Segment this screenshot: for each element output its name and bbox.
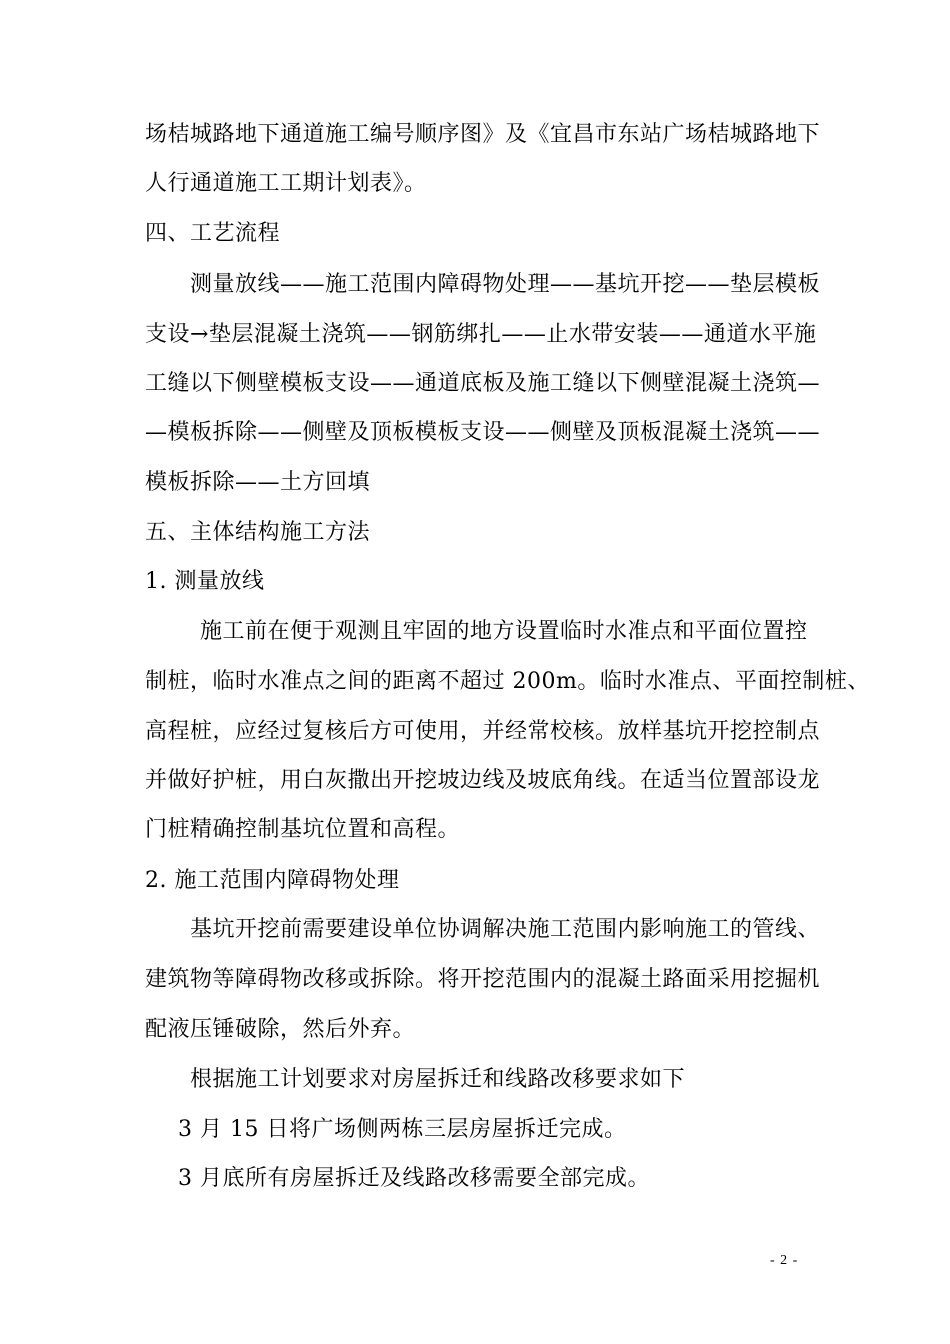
survey-line-3: 高程桩，应经过复核后方可使用，并经常校核。放样基坑开挖控制点: [145, 719, 821, 744]
subheading-obstacles: 2. 施工范围内障碍物处理: [145, 868, 400, 893]
paragraph-line-1: 场桔城路地下通道施工编号顺序图》及《宜昌市东站广场桔城路地下: [145, 122, 821, 147]
survey-line-4: 并做好护桩，用白灰撒出开挖坡边线及坡底角线。在适当位置部设龙: [145, 768, 821, 793]
section-heading-method: 五、主体结构施工方法: [145, 520, 371, 545]
process-line-2: 支设→垫层混凝土浇筑——钢筋绑扎——止水带安装——通道水平施: [145, 322, 817, 347]
survey-line-1: 施工前在便于观测且牢固的地方设置临时水准点和平面位置控: [200, 619, 808, 644]
schedule-line-1: 3 月 15 日将广场侧两栋三层房屋拆迁完成。: [178, 1117, 627, 1142]
survey-line-5: 门桩精确控制基坑位置和高程。: [145, 817, 461, 842]
survey-line-2: 制桩，临时水准点之间的距离不超过 200m。临时水准点、平面控制桩、: [145, 669, 870, 694]
obstacles-line-2: 建筑物等障碍物改移或拆除。将开挖范围内的混凝土路面采用挖掘机: [145, 967, 821, 992]
schedule-line-2: 3 月底所有房屋拆迁及线路改移需要全部完成。: [178, 1166, 650, 1191]
paragraph-line-2: 人行通道施工工期计划表》。: [145, 171, 427, 196]
process-line-3: 工缝以下侧壁模板支设——通道底板及施工缝以下侧壁混凝土浇筑—: [145, 371, 821, 396]
process-line-4: —模板拆除——侧壁及顶板模板支设——侧壁及顶板混凝土浇筑——: [145, 420, 821, 445]
plan-requirement-line: 根据施工计划要求对房屋拆迁和线路改移要求如下: [190, 1067, 686, 1092]
obstacles-line-3: 配液压锤破除，然后外弃。: [145, 1017, 416, 1042]
page-number: - 2 -: [770, 1253, 799, 1268]
section-heading-process: 四、工艺流程: [145, 221, 281, 246]
process-line-1: 测量放线——施工范围内障碍物处理——基坑开挖——垫层模板: [190, 272, 821, 297]
subheading-survey: 1. 测量放线: [145, 569, 265, 594]
obstacles-line-1: 基坑开挖前需要建设单位协调解决施工范围内影响施工的管线、: [190, 917, 821, 942]
process-line-5: 模板拆除——土方回填: [145, 470, 371, 495]
